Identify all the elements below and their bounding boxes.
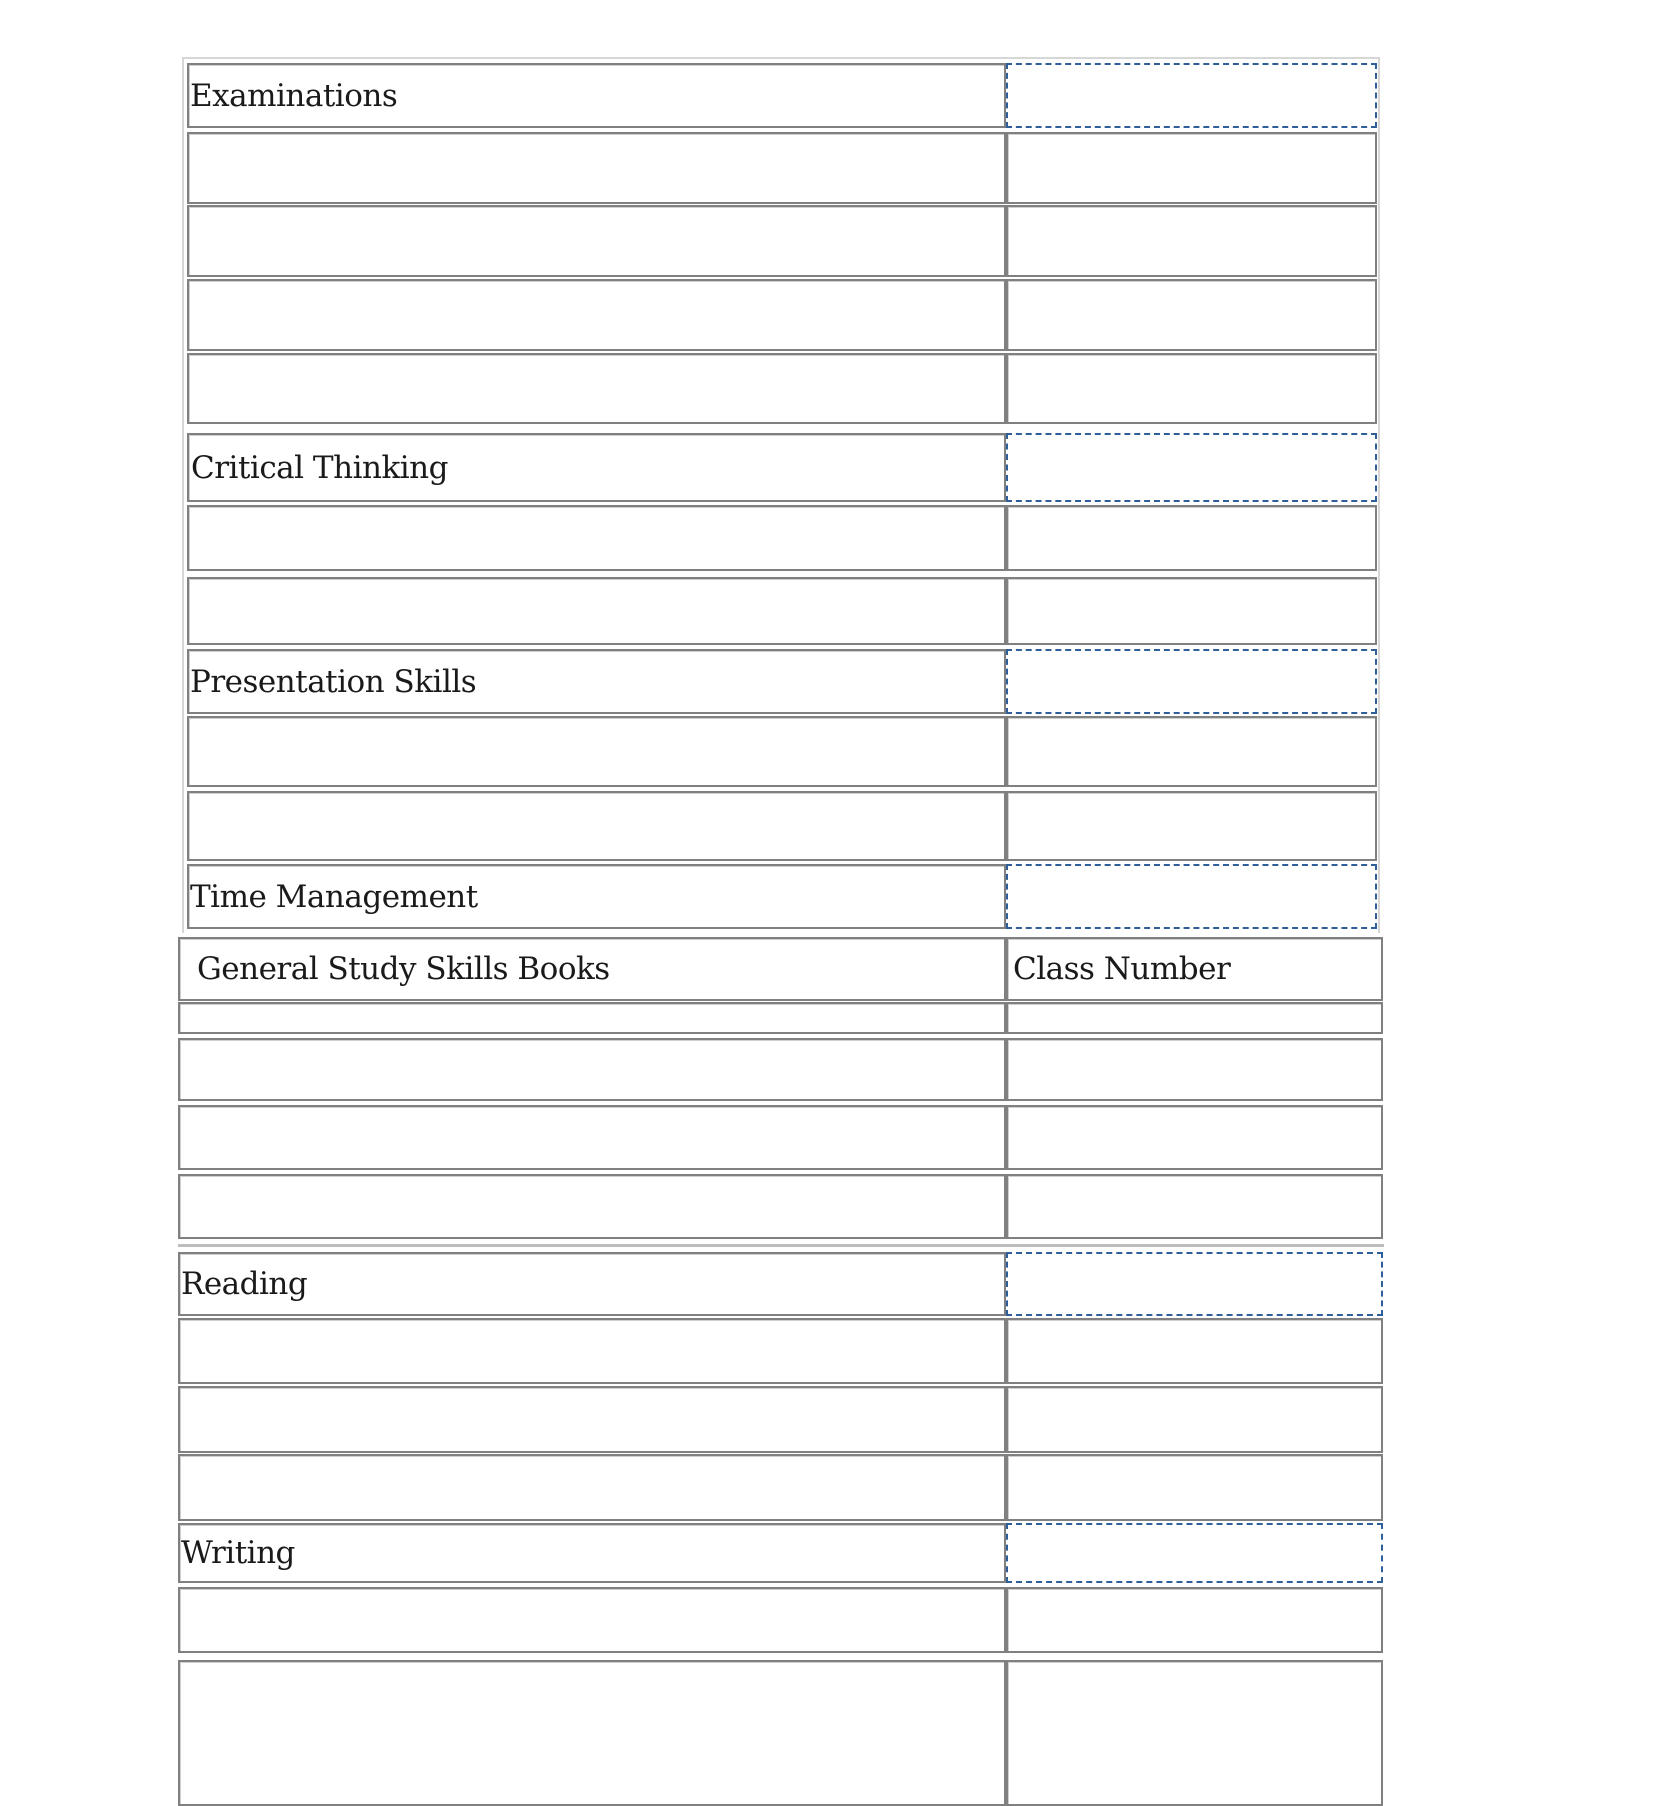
class-number-cell: [1006, 1660, 1383, 1806]
table-row: [0, 279, 1654, 351]
book-title-cell: [187, 132, 1006, 204]
table-row: [0, 577, 1654, 645]
book-title-cell: [178, 1038, 1006, 1101]
section-heading-row: [0, 864, 1654, 929]
table-outer-border-top: [182, 57, 1380, 59]
class-number-cell: [1006, 353, 1377, 424]
book-title-cell: [187, 205, 1006, 277]
section-heading: Presentation Skills: [190, 663, 477, 700]
class-number-field[interactable]: [1006, 864, 1377, 929]
table-row: [0, 1038, 1654, 1101]
book-title-cell: [178, 1105, 1006, 1170]
section-heading-row: [0, 433, 1654, 502]
table-row: [0, 1002, 1654, 1034]
class-number-cell: [1006, 1587, 1383, 1653]
section-heading-row: [0, 1252, 1654, 1316]
table-row: [0, 716, 1654, 787]
class-number-field[interactable]: [1006, 649, 1377, 714]
heading-cell: [187, 649, 1006, 714]
table-row: [0, 205, 1654, 277]
section-heading: General Study Skills Books: [197, 951, 610, 987]
class-number-field[interactable]: [1006, 1252, 1383, 1316]
class-number-cell: [1006, 132, 1377, 204]
class-number-cell: [1006, 1386, 1383, 1453]
class-number-cell: [1006, 1038, 1383, 1101]
table-row: [0, 1318, 1654, 1384]
book-title-cell: [187, 505, 1006, 571]
section-heading-row: [0, 649, 1654, 714]
book-title-cell: [178, 1174, 1006, 1239]
table-row: [0, 353, 1654, 424]
section-heading: Examinations: [190, 77, 398, 114]
heading-cell: [178, 1252, 1006, 1316]
section-heading: Writing: [181, 1535, 295, 1571]
table-row: [0, 505, 1654, 571]
section-heading: Time Management: [190, 878, 478, 915]
heading-cell: [178, 937, 1006, 1001]
class-number-cell: [1006, 791, 1377, 861]
class-number-cell: [1006, 716, 1377, 787]
book-title-cell: [178, 1454, 1006, 1521]
book-title-cell: [187, 353, 1006, 424]
class-number-header: Class Number: [1013, 951, 1231, 987]
table-row: [0, 1587, 1654, 1653]
heading-cell: [178, 1523, 1006, 1583]
book-title-cell: [187, 791, 1006, 861]
table-divider: [178, 1244, 1384, 1247]
section-heading-row: [0, 1523, 1654, 1583]
table-row: [0, 1105, 1654, 1170]
class-number-cell: [1006, 577, 1377, 645]
book-title-cell: [178, 1587, 1006, 1653]
section-heading: Critical Thinking: [191, 449, 448, 486]
class-number-cell: [1006, 279, 1377, 351]
column-header-cell: [1006, 937, 1383, 1001]
class-number-cell: [1006, 1174, 1383, 1239]
table-row: [0, 1454, 1654, 1521]
class-number-cell: [1006, 1002, 1383, 1034]
table-row: [0, 1660, 1654, 1806]
class-number-cell: [1006, 505, 1377, 571]
table-row: [0, 132, 1654, 204]
book-title-cell: [187, 577, 1006, 645]
class-number-cell: [1006, 1318, 1383, 1384]
book-title-cell: [187, 716, 1006, 787]
class-number-field[interactable]: [1006, 1523, 1383, 1583]
table-row: [0, 1174, 1654, 1239]
class-number-field[interactable]: [1006, 63, 1377, 128]
heading-cell: [187, 433, 1006, 502]
section-heading-row: [0, 937, 1654, 1001]
section-heading-row: [0, 63, 1654, 128]
class-number-cell: [1006, 1105, 1383, 1170]
heading-cell: [187, 63, 1006, 128]
table-row: [0, 1386, 1654, 1453]
class-number-cell: [1006, 205, 1377, 277]
book-title-cell: [178, 1002, 1006, 1034]
class-number-field[interactable]: [1006, 433, 1377, 502]
book-title-cell: [178, 1318, 1006, 1384]
class-number-cell: [1006, 1454, 1383, 1521]
book-title-cell: [178, 1386, 1006, 1453]
book-title-cell: [187, 279, 1006, 351]
table-row: [0, 791, 1654, 861]
book-title-cell: [178, 1660, 1006, 1806]
section-heading: Reading: [181, 1266, 308, 1302]
heading-cell: [187, 864, 1006, 929]
